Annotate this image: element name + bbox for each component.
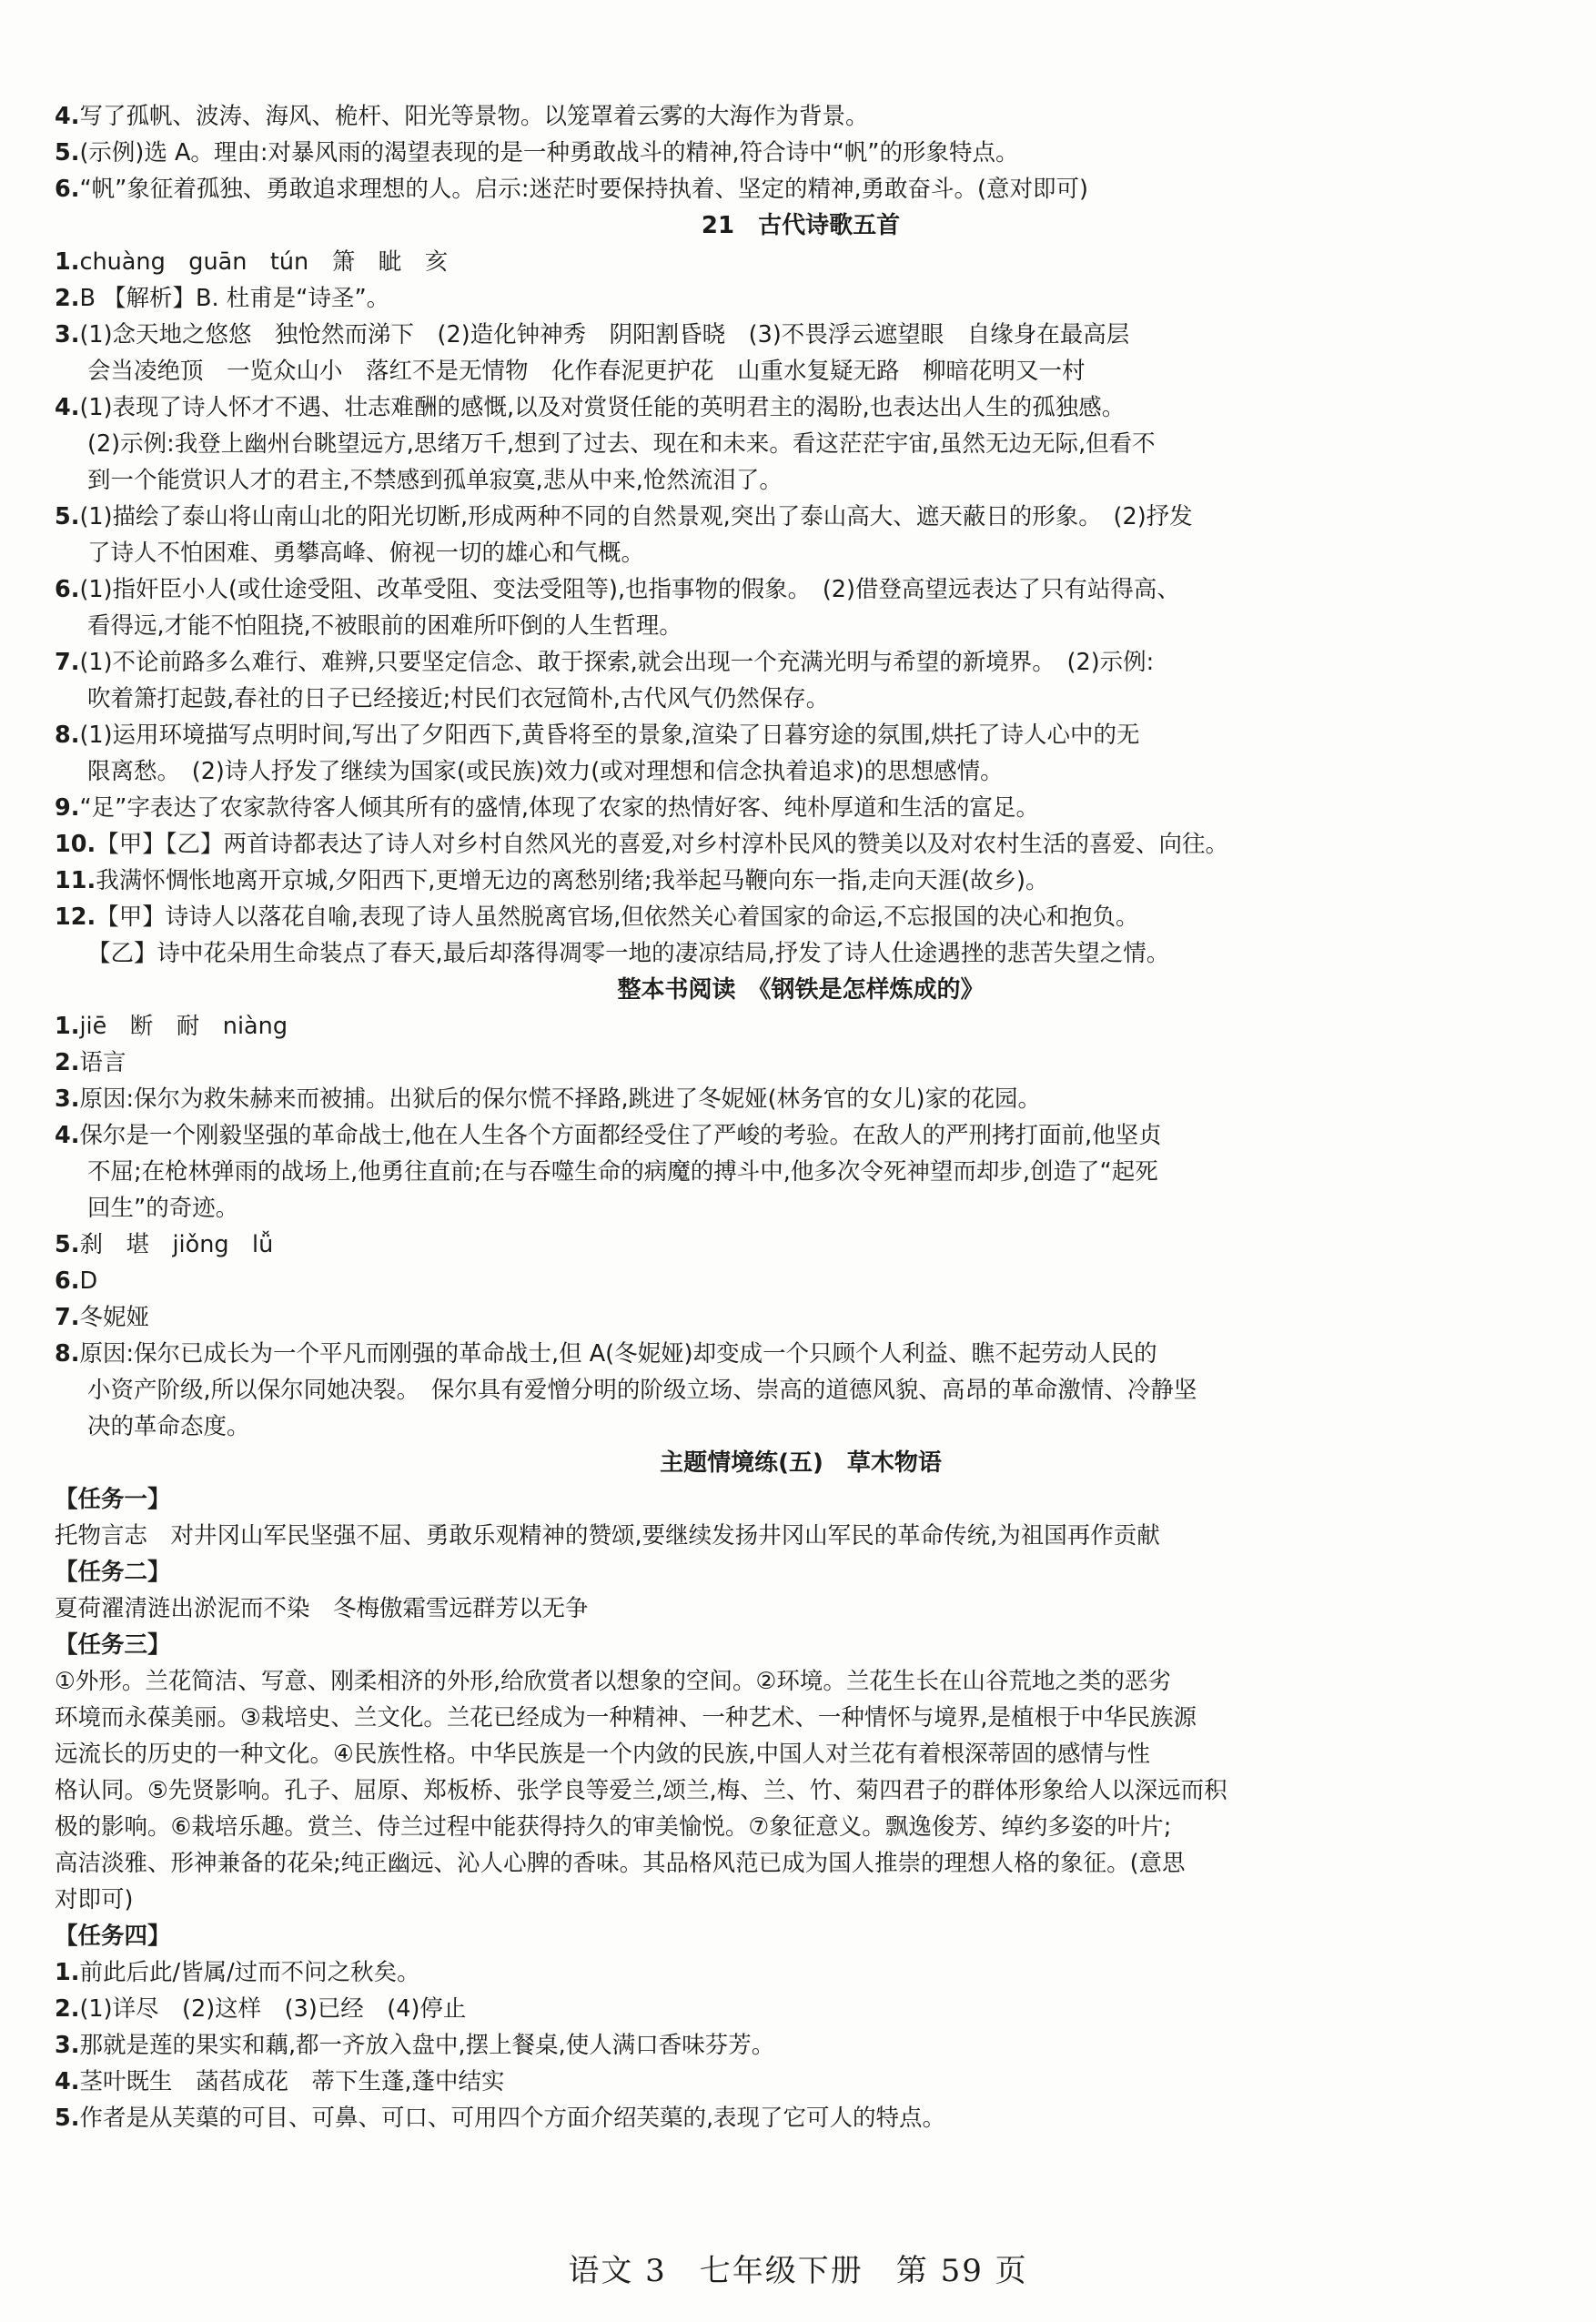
answer-line — [55, 1263, 1547, 1299]
question-number: 11. — [55, 867, 96, 894]
answer-line — [55, 753, 1547, 790]
answer-text: 不屈;在枪林弹雨的战场上,他勇往直前;在与吞噬生命的病魔的搏斗中,他多次令死神望而却步,创造了“起死 — [87, 1158, 1158, 1186]
answer-line: 托物言志 对井冈山军民坚强不屈、勇敢乐观精神的赞颂,要继续发扬井冈山军民的革命传统,为祖国再作贡献 — [55, 1522, 1160, 1550]
answer-text: (2)示例:我登上幽州台眺望远方,思绪万千,想到了过去、现在和未来。看这茫茫宇宙,虽然无边无际,但看不 — [87, 430, 1156, 458]
answer-text: “足”字表达了农家款待客人倾其所有的盛情,体现了农家的热情好客、纯朴厚道和生活的富足。 — [79, 794, 1039, 822]
answer-text: D — [79, 1267, 98, 1295]
answer-text: (1)描绘了泰山将山南山北的阳光切断,形成两种不同的自然景观,突出了泰山高大、遮天蔽日的形象。 (2)抒发 — [79, 503, 1193, 530]
answer-line — [55, 1336, 1547, 1372]
answer-line: 高洁淡雅、形神兼备的花朵;纯正幽远、沁人心脾的香味。其品格风范已成为国人推崇的理想人格的象征。(意思 — [55, 1850, 1186, 1877]
answer-line — [55, 1299, 1547, 1336]
question-number: 4. — [55, 1122, 80, 1149]
question-number: 3. — [55, 2032, 80, 2059]
answer-text: 冬妮娅 — [79, 1304, 149, 1331]
task-two-content — [55, 1590, 1547, 1627]
answer-line — [55, 826, 1547, 863]
answer-text: 小资产阶级,所以保尔同她决裂。 保尔具有爱憎分明的阶级立场、崇高的道德风貌、高昂的革命激情、冷静坚 — [87, 1377, 1197, 1404]
answer-line — [55, 717, 1547, 753]
question-number: 2. — [55, 1049, 80, 1076]
answer-text: (1)运用环境描写点明时间,写出了夕阳西下,黄昏将至的景象,渲染了日暮穷途的氛围,烘托了诗人心中的无 — [79, 722, 1140, 749]
answer-line — [55, 681, 1547, 717]
answer-text: 看得远,才能不怕阻挠,不被眼前的困难所吓倒的人生哲理。 — [87, 612, 682, 640]
answer-line — [55, 244, 1547, 280]
answer-line — [55, 608, 1547, 644]
question-number: 2. — [55, 1995, 80, 2023]
answer-line — [55, 1081, 1547, 1117]
answer-line — [55, 535, 1547, 571]
task-one-label: 【任务一】 — [55, 1486, 171, 1513]
answer-text: 【甲】【乙】两首诗都表达了诗人对乡村自然风光的喜爱,对乡村淳朴民风的赞美以及对农村生活的喜爱、向往。 — [96, 831, 1229, 858]
question-number: 5. — [55, 503, 80, 530]
answer-text: 原因:保尔为救朱赫来而被捕。出狱后的保尔慌不择路,跳进了冬妮娅(林务官的女儿)家的花园。 — [79, 1085, 1042, 1113]
question-number: 12. — [55, 904, 96, 931]
question-number: 2. — [55, 285, 80, 312]
task-four-label: 【任务四】 — [55, 1923, 171, 1950]
answer-text: 了诗人不怕困难、勇攀高峰、俯视一切的雄心和气概。 — [87, 540, 645, 567]
answer-line — [55, 1045, 1547, 1081]
answer-text: 【乙】诗中花朵用生命装点了春天,最后却落得凋零一地的凄凉结局,抒发了诗人仕途遇挫的悲苦失望之情。 — [87, 940, 1170, 967]
question-number: 5. — [55, 2105, 80, 2132]
task-two-label: 【任务二】 — [55, 1559, 171, 1586]
answer-line: ①外形。兰花简洁、写意、刚柔相济的外形,给欣赏者以想象的空间。②环境。兰花生长在山谷荒地之类的恶劣 — [55, 1668, 1171, 1695]
answer-line — [55, 426, 1547, 462]
section-21-answers — [55, 244, 1547, 972]
question-number: 8. — [55, 1340, 80, 1368]
page-content — [55, 98, 1547, 2136]
theme-title: 主题情境练(五) 草木物语 — [660, 1449, 942, 1477]
answer-text: 到一个能赏识人才的君主,不禁感到孤单寂寞,悲从中来,怆然流泪了。 — [87, 467, 783, 494]
question-number: 1. — [55, 1013, 80, 1040]
question-number: 3. — [55, 1085, 80, 1113]
whole-book-title: 整本书阅读 《钢铁是怎样炼成的》 — [617, 976, 985, 1004]
answer-text: 决的革命态度。 — [87, 1413, 250, 1440]
question-number: 8. — [55, 722, 80, 749]
answer-line — [55, 280, 1547, 317]
answer-text: 吹着箫打起鼓,春社的日子已经接近;村民们衣冠简朴,古代风气仍然保存。 — [87, 685, 830, 712]
answer-line — [55, 1008, 1547, 1045]
section-21-title: 21 古代诗歌五首 — [701, 212, 901, 239]
answer-line — [55, 1154, 1547, 1190]
question-number: 5. — [55, 1231, 80, 1258]
answer-line: 4.写了孤帆、波涛、海风、桅杆、阳光等景物。以笼罩着云雾的大海作为背景。 — [55, 103, 869, 130]
answer-line — [55, 1372, 1547, 1408]
answer-line — [55, 499, 1547, 535]
answer-text: 回生”的奇迹。 — [87, 1195, 239, 1222]
answer-text: (1)指奸臣小人(或仕途受阻、改革受阻、变法受阻等),也指事物的假象。 (2)借登高望远表达了只有站得高、 — [79, 576, 1180, 603]
answer-text: 茎叶既生 菡萏成花 蒂下生蓬,蓬中结实 — [79, 2068, 505, 2095]
answer-line — [55, 2064, 1547, 2100]
answer-line — [55, 1227, 1547, 1263]
answer-text: (1)详尽 (2)这样 (3)已经 (4)停止 — [79, 1995, 467, 2023]
answer-line: 夏荷濯清涟出淤泥而不染 冬梅傲霜雪远群芳以无争 — [55, 1595, 589, 1622]
answer-line: 对即可) — [55, 1886, 134, 1913]
answer-line — [55, 1991, 1547, 2027]
question-number: 1. — [55, 248, 80, 276]
answer-line: 远流长的历史的一种文化。④民族性格。中华民族是一个内敛的民族,中国人对兰花有着根深蒂固的感情与性 — [55, 1741, 1150, 1768]
answer-line — [55, 462, 1547, 499]
answer-line — [55, 790, 1547, 826]
whole-book-answers — [55, 1008, 1547, 1445]
answer-line: 格认同。⑤先贤影响。孔子、屈原、郑板桥、张学良等爱兰,颂兰,梅、兰、竹、菊四君子的群体形象给人以深远而积 — [55, 1777, 1227, 1804]
answer-text: (1)念天地之悠悠 独怆然而涕下 (2)造化钟神秀 阴阳割昏晓 (3)不畏浮云遮望眼 自缘身在最高层 — [79, 321, 1130, 348]
answer-line — [55, 389, 1547, 426]
answer-text: 保尔是一个刚毅坚强的革命战士,他在人生各个方面都经受住了严峻的考验。在敌人的严刑拷打面前,他坚贞 — [79, 1122, 1162, 1149]
answer-line — [55, 644, 1547, 681]
answer-line — [55, 863, 1547, 899]
answer-text: 我满怀惆怅地离开京城,夕阳西下,更增无边的离愁别绪;我举起马鞭向东一指,走向天涯(故乡)。 — [96, 867, 1049, 894]
answer-line — [55, 353, 1547, 389]
question-number: 4. — [55, 394, 80, 421]
answer-text: 那就是莲的果实和藕,都一齐放入盘中,摆上餐桌,使人满口香味芬芳。 — [79, 2032, 775, 2059]
answer-text: 前此后此/皆属/过而不问之秋矣。 — [79, 1959, 420, 1986]
question-number: 7. — [55, 1304, 80, 1331]
answer-text: 语言 — [79, 1049, 126, 1076]
page-footer: 语文 3 七年级下册 第 59 页 — [568, 2253, 1028, 2289]
answer-line — [55, 317, 1547, 353]
question-number: 1. — [55, 1959, 80, 1986]
answer-line — [55, 935, 1547, 972]
answer-text: 原因:保尔已成长为一个平凡而刚强的革命战士,但 A(冬妮娅)却变成一个只顾个人利益、瞧不起劳动人民的 — [79, 1340, 1157, 1368]
answer-text: (1)不论前路多么难行、难辨,只要坚定信念、敢于探索,就会出现一个充满光明与希望的新境界。 (2)示例: — [79, 649, 1155, 676]
answer-text: jiē 断 耐 niàng — [79, 1013, 288, 1040]
answer-line — [55, 1117, 1547, 1154]
answer-line: 6.“帆”象征着孤独、勇敢追求理想的人。启示:迷茫时要保持执着、坚定的精神,勇敢奋斗。(意对即可) — [55, 176, 1088, 203]
answer-line: 极的影响。⑥栽培乐趣。赏兰、侍兰过程中能获得持久的审美愉悦。⑦象征意义。飘逸俊芳、绰约多姿的叶片; — [55, 1813, 1172, 1841]
question-number: 3. — [55, 321, 80, 348]
answer-text: chuàng guān tún 箫 眦 亥 — [79, 248, 449, 276]
question-number: 6. — [55, 576, 80, 603]
question-number: 7. — [55, 649, 80, 676]
answer-line — [55, 571, 1547, 608]
answer-text: 刹 堪 jiǒng lǚ — [79, 1231, 274, 1258]
task-three-content — [55, 1663, 1547, 1918]
task-three-label: 【任务三】 — [55, 1631, 171, 1659]
answer-text: 会当凌绝顶 一览众山小 落红不是无情物 化作春泥更护花 山重水复疑无路 柳暗花明又一村 — [87, 358, 1086, 385]
answer-text: 【甲】诗诗人以落花自喻,表现了诗人虽然脱离官场,但依然关心着国家的命运,不忘报国的决心和抱负。 — [96, 904, 1139, 931]
answer-line — [55, 1954, 1547, 1991]
answer-line: 5.(示例)选 A。理由:对暴风雨的渴望表现的是一种勇敢战斗的精神,符合诗中“帆”的形象特点。 — [55, 139, 1019, 167]
task-one-content — [55, 1518, 1547, 1554]
question-number: 10. — [55, 831, 96, 858]
answer-text: 限离愁。 (2)诗人抒发了继续为国家(或民族)效力(或对理想和信念执着追求)的思想感情。 — [87, 758, 1004, 785]
answer-line: 环境而永葆美丽。③栽培史、兰文化。兰花已经成为一种精神、一种艺术、一种情怀与境界,是植根于中华民族源 — [55, 1704, 1197, 1731]
answer-line — [55, 1408, 1547, 1445]
question-number: 9. — [55, 794, 80, 822]
answer-text: B 【解析】B. 杜甫是“诗圣”。 — [79, 285, 390, 312]
top-answers — [55, 98, 1547, 207]
answer-line — [55, 1190, 1547, 1227]
answer-text: 作者是从芙蕖的可目、可鼻、可口、可用四个方面介绍芙蕖的,表现了它可人的特点。 — [79, 2105, 946, 2132]
task-four-content — [55, 1954, 1547, 2136]
answer-text: (1)表现了诗人怀才不遇、壮志难酬的感慨,以及对赏贤任能的英明君主的渴盼,也表达出人生的孤独感。 — [79, 394, 1126, 421]
answer-line — [55, 2100, 1547, 2136]
answer-line — [55, 2027, 1547, 2064]
answer-line — [55, 899, 1547, 935]
question-number: 6. — [55, 1267, 80, 1295]
question-number: 4. — [55, 2068, 80, 2095]
